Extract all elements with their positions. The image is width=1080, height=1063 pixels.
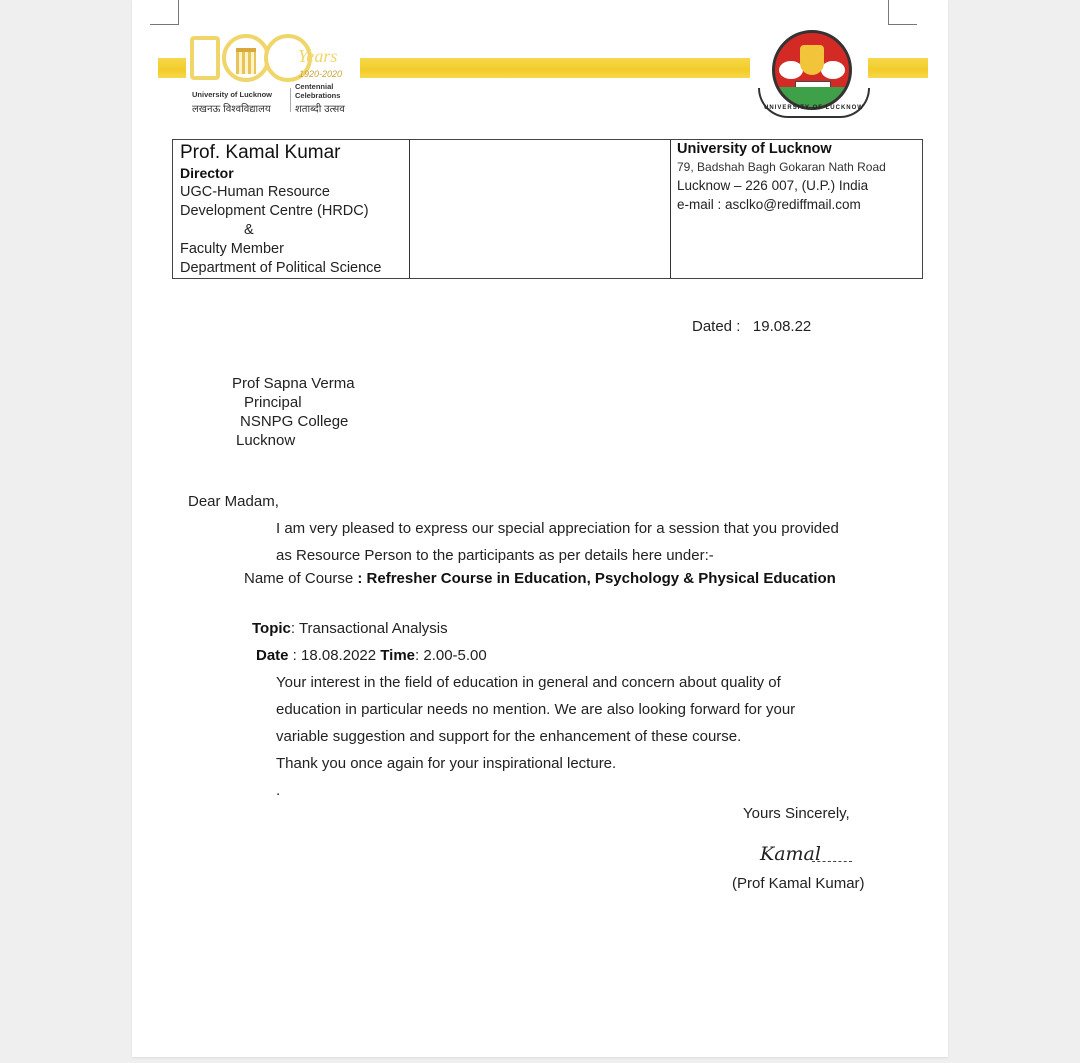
paragraph-line-2: education in particular needs no mention. We are also looking forward for your [276, 701, 796, 718]
stray-dot: . [276, 782, 281, 799]
institution-address-line1: 79, Badshah Bagh Gokaran Nath Road [677, 160, 886, 174]
crop-mark-top-right [888, 0, 917, 25]
letterhead-band-right [868, 58, 928, 78]
signature: Kamal [760, 843, 821, 865]
institution-address-line2: Lucknow – 226 007, (U.P.) India [677, 178, 869, 193]
topic-label: Topic [252, 620, 291, 637]
celebration-line1: Centennial [295, 82, 334, 91]
letter-page [132, 0, 948, 1057]
date-time-line [256, 647, 487, 664]
institution-email: e-mail : asclko@rediffmail.com [677, 197, 861, 212]
time-label: Time [380, 647, 416, 664]
course-line [244, 570, 836, 587]
intro-line-2: as Resource Person to the participants as per details here under:- [276, 547, 714, 564]
recipient-city: Lucknow [236, 432, 296, 449]
signature-underline [812, 861, 852, 862]
sender-ampersand: & [244, 222, 254, 238]
sender-dept-line2: Development Centre (HRDC) [180, 203, 369, 219]
signatory-name: (Prof Kamal Kumar) [732, 875, 865, 892]
institution-cell [671, 140, 922, 278]
university-emblem-icon [758, 30, 866, 122]
sender-faculty: Faculty Member [180, 241, 284, 257]
sender-cell [173, 140, 410, 278]
course-value: : Refresher Course in Education, Psychology & Physical Education [353, 570, 836, 587]
letterhead-band-middle [360, 58, 750, 78]
institution-name: University of Lucknow [677, 141, 832, 157]
university-name-en: University of Lucknow [192, 90, 273, 99]
sender-department: Department of Political Science [180, 260, 382, 276]
salutation: Dear Madam, [188, 493, 279, 510]
dated-value: 19.08.22 [752, 318, 812, 335]
lamp-icon [800, 45, 824, 75]
dated-line [692, 318, 811, 335]
logo-divider [290, 88, 291, 112]
date-label: Date [256, 647, 289, 664]
sender-dept-line1: UGC-Human Resource [180, 184, 330, 200]
recipient-name: Prof Sapna Verma [232, 375, 355, 392]
emblem-ribbon: UNIVERSITY OF LUCKNOW [758, 88, 870, 118]
numeral-one-shape [190, 36, 220, 80]
university-name-hi: लखनऊ विश्वविद्यालय [192, 104, 271, 115]
course-label: Name of Course [244, 570, 354, 587]
empty-cell [410, 140, 671, 278]
sender-designation: Director [180, 165, 234, 181]
sender-name: Prof. Kamal Kumar [180, 142, 341, 163]
recipient-college: NSNPG College [240, 413, 349, 430]
recipient-title: Principal [244, 394, 302, 411]
dated-label: Dated : [692, 318, 741, 335]
intro-line-1: I am very pleased to express our special appreciation for a session that you provided [276, 520, 839, 537]
address-table [172, 139, 923, 279]
paragraph-line-1: Your interest in the field of education in general and concern about quality of [276, 674, 781, 691]
year-range: 1920-2020 [299, 69, 343, 79]
numeral-zero-with-building-icon [222, 34, 270, 82]
topic-line [252, 620, 448, 637]
paragraph-line-4: Thank you once again for your inspirational lecture. [276, 755, 617, 772]
date-value: : 18.08.2022 [288, 647, 381, 664]
time-value: : 2.00-5.00 [415, 647, 487, 664]
celebration-label-hi: शताब्दी उत्सव [295, 104, 345, 115]
valediction: Yours Sincerely, [743, 805, 850, 822]
years-label: Years [298, 46, 338, 66]
celebration-line2: Celebrations [295, 91, 341, 100]
crop-mark-top-left [150, 0, 179, 25]
centenary-logo [190, 34, 306, 82]
topic-value: : Transactional Analysis [290, 620, 448, 637]
paragraph-line-3: variable suggestion and support for the enhancement of these course. [276, 728, 742, 745]
letterhead-band-left [158, 58, 186, 78]
celebration-label-en [295, 82, 340, 100]
